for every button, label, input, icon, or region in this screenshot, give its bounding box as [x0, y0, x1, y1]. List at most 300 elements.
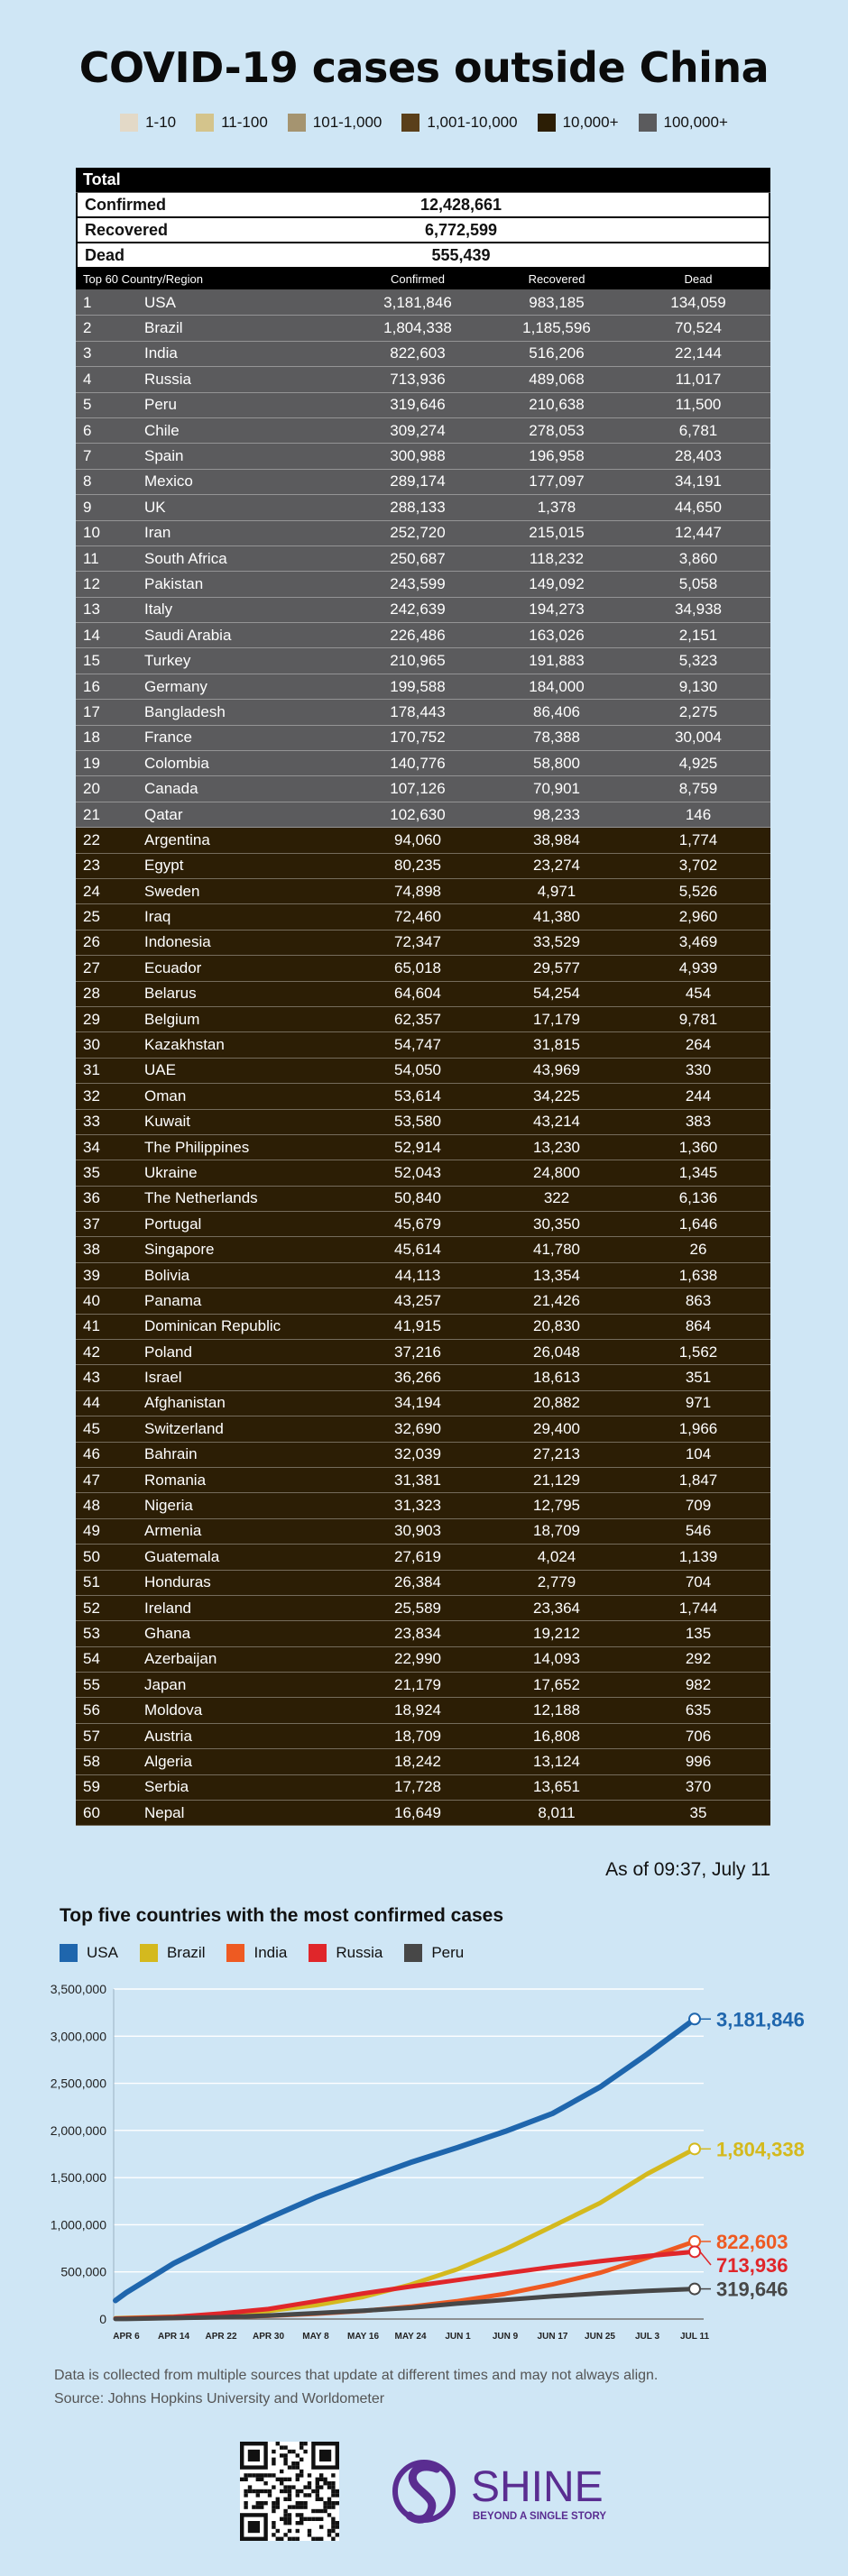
row-rank: 9	[83, 498, 92, 516]
row-recovered: 16,808	[533, 1727, 580, 1745]
table-row	[76, 1596, 770, 1621]
row-rank: 7	[83, 447, 92, 465]
total-recovered-label: Recovered	[85, 220, 169, 239]
row-dead: 2,151	[678, 626, 718, 644]
total-confirmed-row	[76, 193, 770, 218]
row-country: Switzerland	[144, 1419, 224, 1437]
table-row	[76, 1340, 770, 1365]
row-country: India	[144, 344, 178, 362]
row-confirmed: 226,486	[390, 626, 446, 644]
table-row	[76, 1621, 770, 1646]
legend-label: 100,000+	[663, 114, 728, 131]
row-recovered: 21,129	[533, 1471, 580, 1489]
series-end-label: 3,181,846	[716, 2008, 805, 2031]
row-recovered: 30,350	[533, 1215, 580, 1233]
row-recovered: 43,969	[533, 1061, 580, 1079]
row-confirmed: 822,603	[390, 344, 446, 362]
row-dead: 704	[685, 1573, 712, 1591]
row-country: Ireland	[144, 1599, 191, 1617]
row-dead: 383	[685, 1113, 712, 1131]
chart-legend-label: Peru	[431, 1944, 465, 1961]
row-recovered: 54,254	[533, 985, 580, 1003]
row-confirmed: 45,614	[394, 1241, 441, 1259]
row-recovered: 184,000	[529, 677, 585, 695]
row-rank: 45	[83, 1419, 100, 1437]
row-country: Iran	[144, 524, 171, 542]
row-country: Iraq	[144, 908, 171, 926]
x-tick-label: MAY 16	[346, 2332, 380, 2342]
chart-legend-swatch	[140, 1944, 158, 1962]
row-confirmed: 64,604	[394, 985, 441, 1003]
row-dead: 635	[685, 1701, 712, 1719]
row-dead: 3,702	[678, 857, 718, 875]
row-dead: 864	[685, 1317, 712, 1335]
row-confirmed: 65,018	[394, 958, 441, 976]
x-tick-label: JUN 17	[537, 2332, 568, 2342]
table-row	[76, 1084, 770, 1109]
row-country: Portugal	[144, 1215, 202, 1233]
brand-name: SHINE	[471, 2463, 604, 2511]
row-country: USA	[144, 293, 176, 311]
row-dead: 9,781	[678, 1010, 718, 1028]
legend-label: 101-1,000	[312, 114, 383, 131]
row-confirmed: 713,936	[390, 370, 446, 388]
row-rank: 20	[83, 780, 100, 798]
row-confirmed: 18,242	[394, 1752, 441, 1770]
row-recovered: 41,380	[533, 908, 580, 926]
row-rank: 30	[83, 1036, 100, 1054]
table-row	[76, 776, 770, 802]
chart-legend-swatch	[309, 1944, 327, 1962]
row-country: South Africa	[144, 549, 227, 567]
row-rank: 35	[83, 1163, 100, 1181]
color-legend	[0, 114, 848, 132]
column-header-confirmed: Confirmed	[391, 272, 445, 286]
series-end-marker	[689, 2284, 700, 2295]
y-tick-label: 2,000,000	[50, 2122, 106, 2138]
y-tick-label: 0	[99, 2312, 106, 2326]
row-recovered: 194,273	[529, 600, 585, 619]
row-country: Ukraine	[144, 1163, 198, 1181]
row-recovered: 31,815	[533, 1036, 580, 1054]
total-dead-row	[76, 243, 770, 269]
row-confirmed: 36,266	[394, 1369, 441, 1387]
row-country: The Netherlands	[144, 1189, 258, 1207]
row-dead: 30,004	[675, 729, 722, 747]
table-row	[76, 1724, 770, 1749]
row-confirmed: 52,914	[394, 1138, 441, 1156]
row-country: Mexico	[144, 472, 193, 490]
row-country: Ghana	[144, 1625, 191, 1642]
table-row	[76, 444, 770, 469]
table-row	[76, 623, 770, 648]
line-chart	[0, 1966, 848, 2362]
row-confirmed: 53,580	[394, 1113, 441, 1131]
legend-swatch	[538, 114, 556, 132]
row-rank: 56	[83, 1701, 100, 1719]
legend-item	[538, 114, 619, 132]
table-row	[76, 598, 770, 623]
series-end-marker	[689, 2143, 700, 2154]
row-dead: 34,938	[675, 600, 722, 619]
row-recovered: 26,048	[533, 1343, 580, 1361]
table-row	[76, 1468, 770, 1493]
row-dead: 4,925	[678, 754, 718, 772]
row-country: Russia	[144, 370, 191, 388]
row-dead: 292	[685, 1650, 712, 1668]
row-recovered: 98,233	[533, 805, 580, 823]
row-country: UAE	[144, 1061, 176, 1079]
row-dead: 1,345	[678, 1163, 718, 1181]
row-country: Japan	[144, 1675, 187, 1693]
row-recovered: 177,097	[529, 472, 585, 490]
row-rank: 54	[83, 1650, 100, 1668]
x-tick-label: MAY 24	[394, 2332, 427, 2342]
legend-item	[288, 114, 383, 132]
row-rank: 52	[83, 1599, 100, 1617]
chart-legend-item	[60, 1944, 118, 1962]
table-row	[76, 1493, 770, 1518]
table-row	[76, 1443, 770, 1468]
row-dead: 104	[685, 1445, 712, 1463]
row-dead: 5,323	[678, 652, 718, 670]
row-rank: 23	[83, 857, 100, 875]
row-country: Saudi Arabia	[144, 626, 232, 644]
row-recovered: 191,883	[529, 652, 585, 670]
row-rank: 41	[83, 1317, 100, 1335]
row-rank: 5	[83, 396, 92, 414]
table-row	[76, 802, 770, 828]
row-dead: 971	[685, 1394, 712, 1412]
row-country: Honduras	[144, 1573, 211, 1591]
row-country: Moldova	[144, 1701, 203, 1719]
row-rank: 19	[83, 754, 100, 772]
table-body	[76, 290, 770, 1826]
row-country: Nigeria	[144, 1497, 193, 1515]
row-recovered: 41,780	[533, 1241, 580, 1259]
row-confirmed: 300,988	[390, 447, 446, 465]
total-recovered-value: 6,772,599	[424, 220, 498, 239]
row-country: Egypt	[144, 857, 184, 875]
row-rank: 40	[83, 1291, 100, 1309]
row-dead: 1,646	[678, 1215, 718, 1233]
row-rank: 43	[83, 1369, 100, 1387]
chart-legend-item	[309, 1944, 383, 1962]
table-row	[76, 546, 770, 572]
table-row	[76, 495, 770, 520]
row-recovered: 210,638	[529, 396, 585, 414]
row-confirmed: 252,720	[390, 524, 446, 542]
row-confirmed: 30,903	[394, 1522, 441, 1540]
row-recovered: 21,426	[533, 1291, 580, 1309]
row-recovered: 1,378	[537, 498, 576, 516]
row-confirmed: 102,630	[390, 805, 446, 823]
x-tick-label: APR 22	[205, 2332, 237, 2342]
legend-item	[120, 114, 176, 132]
table-row	[76, 1187, 770, 1212]
row-dead: 863	[685, 1291, 712, 1309]
table-row	[76, 1545, 770, 1570]
row-rank: 16	[83, 677, 100, 695]
row-country: Singapore	[144, 1241, 215, 1259]
table-row	[76, 1315, 770, 1340]
row-recovered: 17,179	[533, 1010, 580, 1028]
row-dead: 70,524	[675, 319, 722, 337]
row-country: Colombia	[144, 754, 209, 772]
row-dead: 1,744	[678, 1599, 718, 1617]
table-row	[76, 316, 770, 341]
row-country: Qatar	[144, 805, 183, 823]
row-rank: 13	[83, 600, 100, 619]
x-tick-label: JUN 9	[492, 2332, 519, 2342]
row-rank: 58	[83, 1752, 100, 1770]
row-rank: 38	[83, 1241, 100, 1259]
row-dead: 5,058	[678, 574, 718, 592]
row-dead: 26	[689, 1241, 707, 1259]
row-country: Afghanistan	[144, 1394, 226, 1412]
row-country: Sweden	[144, 882, 200, 900]
row-dead: 12,447	[675, 524, 722, 542]
shine-logo	[390, 2442, 624, 2541]
table-row	[76, 1698, 770, 1723]
table-row	[76, 1059, 770, 1084]
row-confirmed: 23,834	[394, 1625, 441, 1642]
row-recovered: 118,232	[529, 549, 585, 567]
row-rank: 2	[83, 319, 92, 337]
row-confirmed: 309,274	[390, 421, 446, 439]
row-rank: 59	[83, 1778, 100, 1796]
table-row	[76, 1237, 770, 1262]
row-confirmed: 319,646	[390, 396, 446, 414]
row-country: Peru	[144, 396, 177, 414]
legend-swatch	[639, 114, 657, 132]
row-dead: 1,847	[678, 1471, 718, 1489]
row-recovered: 322	[543, 1189, 570, 1207]
row-dead: 9,130	[678, 677, 718, 695]
row-dead: 351	[685, 1369, 712, 1387]
table-row	[76, 1775, 770, 1801]
chart-legend-label: Russia	[336, 1944, 383, 1961]
chart-title: Top five countries with the most confirmed cases	[60, 1905, 504, 1926]
table-row	[76, 648, 770, 674]
row-country: Bangladesh	[144, 702, 226, 720]
row-country: Guatemala	[144, 1547, 220, 1565]
row-recovered: 196,958	[529, 447, 585, 465]
column-header-row	[76, 269, 770, 290]
table-row	[76, 1110, 770, 1135]
brand-tagline: BEYOND A SINGLE STORY	[473, 2511, 607, 2522]
row-recovered: 489,068	[529, 370, 585, 388]
row-dead: 134,059	[670, 293, 726, 311]
table-row	[76, 1263, 770, 1288]
row-confirmed: 289,174	[390, 472, 446, 490]
row-country: The Philippines	[144, 1138, 250, 1156]
legend-label: 10,000+	[562, 114, 619, 131]
row-rank: 6	[83, 421, 92, 439]
row-recovered: 19,212	[533, 1625, 580, 1642]
row-confirmed: 210,965	[390, 652, 446, 670]
row-rank: 4	[83, 370, 92, 388]
source-note: Source: Johns Hopkins University and Worldometer	[54, 2391, 385, 2406]
total-confirmed-value: 12,428,661	[419, 195, 502, 214]
row-rank: 51	[83, 1573, 100, 1591]
row-dead: 2,960	[678, 908, 718, 926]
row-dead: 370	[685, 1778, 712, 1796]
table-row	[76, 418, 770, 444]
table-row	[76, 1160, 770, 1186]
legend-item	[639, 114, 728, 132]
x-tick-label: JUL 3	[634, 2332, 660, 2342]
row-confirmed: 94,060	[394, 830, 441, 848]
row-dead: 135	[685, 1625, 712, 1642]
table-row	[76, 393, 770, 418]
row-confirmed: 18,709	[394, 1727, 441, 1745]
x-tick-label: JUN 1	[445, 2332, 471, 2342]
row-confirmed: 52,043	[394, 1163, 441, 1181]
chart-legend-item	[404, 1944, 464, 1962]
table-row	[76, 1647, 770, 1673]
row-recovered: 4,971	[537, 882, 576, 900]
row-recovered: 516,206	[529, 344, 585, 362]
row-country: Panama	[144, 1291, 202, 1309]
row-confirmed: 43,257	[394, 1291, 441, 1309]
row-rank: 31	[83, 1061, 100, 1079]
row-recovered: 13,124	[533, 1752, 580, 1770]
row-confirmed: 288,133	[390, 498, 446, 516]
table-row	[76, 1571, 770, 1596]
chart-legend-swatch	[404, 1944, 422, 1962]
row-recovered: 33,529	[533, 933, 580, 951]
table-row	[76, 904, 770, 930]
row-rank: 57	[83, 1727, 100, 1745]
table-row	[76, 700, 770, 725]
row-rank: 39	[83, 1266, 100, 1284]
row-confirmed: 72,460	[394, 908, 441, 926]
x-tick-label: APR 6	[113, 2332, 140, 2342]
row-dead: 8,759	[678, 780, 718, 798]
row-rank: 29	[83, 1010, 100, 1028]
table-row	[76, 1801, 770, 1826]
row-confirmed: 45,679	[394, 1215, 441, 1233]
y-tick-label: 3,500,000	[50, 1982, 106, 1996]
table-row	[76, 367, 770, 392]
row-country: Azerbaijan	[144, 1650, 217, 1668]
row-rank: 42	[83, 1343, 100, 1361]
row-recovered: 34,225	[533, 1086, 580, 1105]
row-dead: 44,650	[675, 498, 722, 516]
row-recovered: 983,185	[529, 293, 585, 311]
row-dead: 454	[685, 985, 712, 1003]
row-recovered: 12,795	[533, 1497, 580, 1515]
row-dead: 546	[685, 1522, 712, 1540]
row-confirmed: 34,194	[394, 1394, 441, 1412]
row-rank: 15	[83, 652, 100, 670]
row-confirmed: 25,589	[394, 1599, 441, 1617]
row-recovered: 20,882	[533, 1394, 580, 1412]
row-rank: 12	[83, 574, 100, 592]
row-country: Oman	[144, 1086, 187, 1105]
row-confirmed: 26,384	[394, 1573, 441, 1591]
row-country: Romania	[144, 1471, 207, 1489]
row-rank: 60	[83, 1803, 100, 1821]
row-recovered: 17,652	[533, 1675, 580, 1693]
row-country: UK	[144, 498, 166, 516]
row-confirmed: 107,126	[390, 780, 446, 798]
total-recovered-row	[76, 218, 770, 243]
table-row	[76, 521, 770, 546]
row-confirmed: 32,690	[394, 1419, 441, 1437]
table-row	[76, 828, 770, 853]
table-row	[76, 751, 770, 776]
row-dead: 244	[685, 1086, 712, 1105]
row-country: France	[144, 729, 192, 747]
y-tick-label: 2,500,000	[50, 2076, 106, 2091]
row-dead: 1,562	[678, 1343, 718, 1361]
row-confirmed: 140,776	[390, 754, 446, 772]
row-confirmed: 1,804,338	[383, 319, 452, 337]
row-confirmed: 54,050	[394, 1061, 441, 1079]
row-rank: 10	[83, 524, 100, 542]
row-rank: 28	[83, 985, 100, 1003]
row-recovered: 278,053	[529, 421, 585, 439]
row-dead: 146	[685, 805, 712, 823]
row-confirmed: 22,990	[394, 1650, 441, 1668]
table-row	[76, 290, 770, 316]
chart-legend-swatch	[60, 1944, 78, 1962]
row-country: Kazakhstan	[144, 1036, 225, 1054]
row-country: Nepal	[144, 1803, 185, 1821]
table-row	[76, 1135, 770, 1160]
row-rank: 49	[83, 1522, 100, 1540]
table-row	[76, 982, 770, 1007]
chart-legend-label: Brazil	[166, 1944, 206, 1961]
row-recovered: 58,800	[533, 754, 580, 772]
row-recovered: 13,230	[533, 1138, 580, 1156]
table-row	[76, 1673, 770, 1698]
as-of-timestamp: As of 09:37, July 11	[605, 1859, 770, 1880]
series-end-label: 319,646	[716, 2278, 788, 2301]
row-recovered: 13,651	[533, 1778, 580, 1796]
total-confirmed-label: Confirmed	[85, 195, 166, 214]
row-recovered: 163,026	[529, 626, 585, 644]
row-rank: 26	[83, 933, 100, 951]
column-header-dead: Dead	[684, 272, 713, 286]
row-dead: 1,966	[678, 1419, 718, 1437]
row-rank: 17	[83, 702, 100, 720]
row-recovered: 1,185,596	[522, 319, 591, 337]
row-country: Belgium	[144, 1010, 200, 1028]
row-confirmed: 32,039	[394, 1445, 441, 1463]
row-country: Serbia	[144, 1778, 189, 1796]
legend-swatch	[288, 114, 306, 132]
x-tick-label: JUL 11	[679, 2332, 710, 2342]
row-dead: 264	[685, 1036, 712, 1054]
table-row	[76, 1288, 770, 1314]
row-recovered: 215,015	[529, 524, 585, 542]
data-note: Data is collected from multiple sources that update at different times and may not always align.	[54, 2368, 659, 2383]
row-confirmed: 44,113	[394, 1266, 441, 1284]
row-rank: 36	[83, 1189, 100, 1207]
table-row	[76, 572, 770, 597]
x-tick-label: APR 14	[157, 2332, 190, 2342]
row-confirmed: 31,323	[394, 1497, 441, 1515]
row-recovered: 20,830	[533, 1317, 580, 1335]
row-dead: 1,139	[678, 1547, 718, 1565]
table-row	[76, 726, 770, 751]
table-row	[76, 1749, 770, 1774]
row-confirmed: 199,588	[390, 677, 446, 695]
table-row	[76, 1032, 770, 1058]
